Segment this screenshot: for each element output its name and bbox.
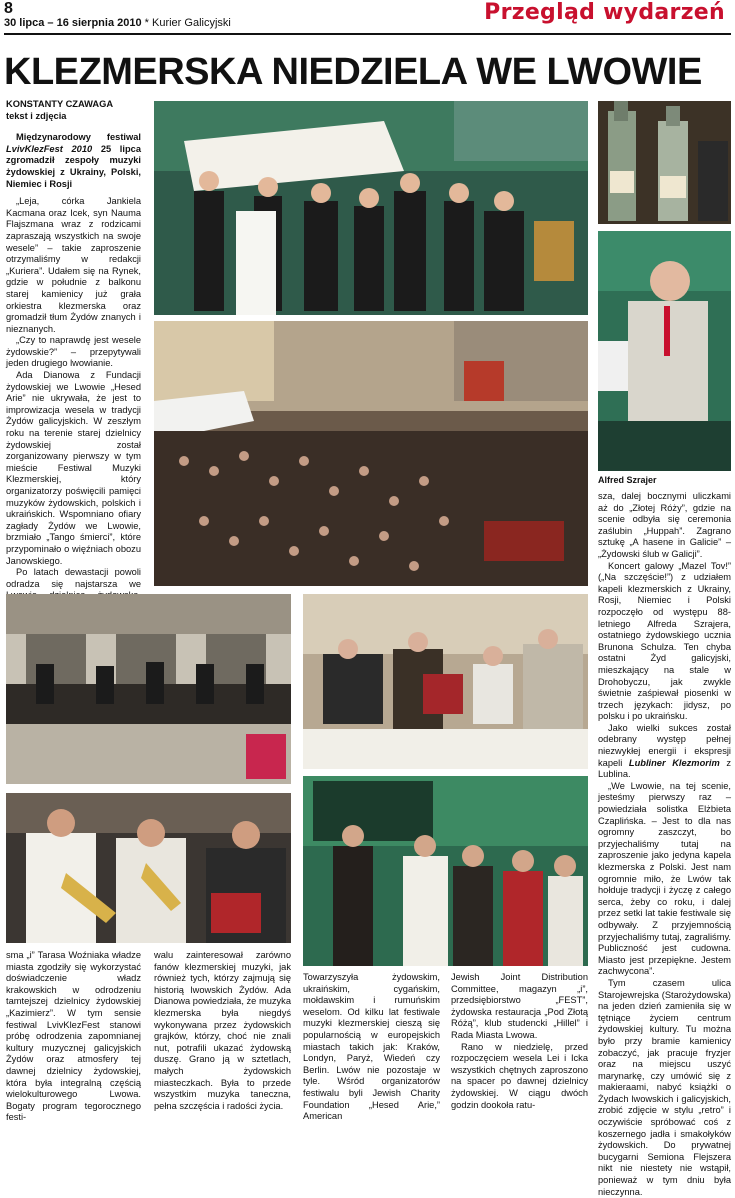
author-name: KONSTANTY CZAWAGA xyxy=(6,99,114,109)
market-square-crowd-photo xyxy=(154,321,588,586)
issue-dates: 30 lipca – 16 sierpnia 2010 xyxy=(4,17,142,29)
article-headline: KLEZMERSKA NIEDZIELA WE LWOWIE xyxy=(4,51,702,93)
paragraph: „Leja, córka Jankiela Kacmana oraz Icek, syn Nauma Flajszmana wraz z rodzicami zapraszają wszystkich na swoje wesele” – takie zaproszenie otrzymaliśmy w redakcji „Kuriera”. Udałem się na Rynek, gdzie w południe z balkonu starej kamienicy już grała orkiestra klezmerska oraz gromadził tłum Żydów znanych i nieznanych. xyxy=(6,196,141,334)
balcony-orchestra-photo xyxy=(6,594,291,784)
paragraph: Tym czasem ulica Starojewrejska (Starożydowska) na jeden dzień zamieniła się w tętniące życiem centrum żydowskiej kultury. Tu można było przy bramie kamienicy zobaczyć, jak pracuje fryzjer oraz na miejscu uszyć marynarkę, czy umówić się z makieraami, nabyć książki o Żydach lwowskich i galicyjskich, zrobić zdjęcie w stylu „retro” i oczywiście spróbować coś z koszernego jadła i smakołyków żydowskich. Do prywatnej bucygarni Semiona Flejszera nikt nie niestety nie wstąpił, ponieważ w tym dniu była nieczynna. xyxy=(598,977,731,1197)
paragraph: walu zainteresował zarówno fanów klezmerskiej muzyki, jak również tych, którzy zajmują się historią lwowskich Żydów. Ada Dianowa powiedziała, że muzyka klezmerska była niegdyś wykonywana przez żydowskich grajków, którzy, choć nie znali nut, potrafili ukazać żydowską duszę. Grano ją w sztetlach, małych żydowskich miasteczkach. Była to przede wszystkim muzyka taneczna, pełna szczęścia i radości życia. xyxy=(154,950,291,1111)
article-column-bottom-3 xyxy=(303,972,440,1122)
bottles-photo xyxy=(598,101,731,224)
author-note: tekst i zdjęcia xyxy=(6,110,67,121)
paragraph: Koncert galowy „Mazel Tov!” („Na szczęście!”) z udziałem kapeli klezmerskich z Ukrainy, Rosji, Niemiec i Polski rozpoczęło od występu 88-letniego Alfreda Szrajera, ostatniego żydowskiego ucznia Brunona Schulza. Ten chyba ostatni Żyd galicyjski, mieszkający na stale w Drohobyczu, jak zwykle świetnie zaśpiewał piosenki w trzech językach: jidysz, po polsku i po ukraińsku. xyxy=(598,560,731,722)
header-divider xyxy=(4,33,731,35)
section-title: Przegląd wydarzeń xyxy=(484,0,725,25)
lead-festival-name: LvivKlezFest 2010 xyxy=(6,143,93,154)
lead-text-a: Międzynarodowy festiwal xyxy=(16,132,141,143)
article-column-bottom-2 xyxy=(154,950,291,1111)
paragraph: Rano w niedzielę, przed rozpoczęciem wesela Lei i Icka wszystkich chętnych zaproszono na spacer po dawnej dzielnicy żydowskiej. W ciągu dwóch godzin dookoła ratu- xyxy=(451,1041,588,1110)
paragraph: sma „i” Tarasa Woźniaka władze miasta zgodziły się wykorzystać doświadczenie władz krakowskich w odrodzeniu tamtejszej dzielnicy żydowskiej „Kazimierz”. W tym sensie festiwal LvivKlezFest stanowi próbę odrodzenia zapomnianej kultury muzycznej galicyjskich Żydów oraz atmosfery tej dawnej dzielnicy żydowskiej, która była integralną częścią wielokulturowego Lwowa. Bogaty program tegorocznego festi- xyxy=(6,950,141,1123)
paragraph: „Czy to naprawdę jest wesele żydowskie?” – przepytywali jeden drugiego lwowianie. xyxy=(6,335,141,369)
paragraph-text: z Lublina. xyxy=(598,757,731,780)
paragraph: sza, dalej bocznymi uliczkami aż do „Złotej Róży”, gdzie na scenie odbyła się ceremonia zaślubin „Huppah”. Zagrano sztukę „A hasene in Galicie” – „Żydowski ślub w Galicji”. xyxy=(598,491,731,559)
page-number: 8 xyxy=(4,0,13,17)
stage-band-photo xyxy=(303,776,588,966)
article-column-bottom-4 xyxy=(451,972,588,1110)
dateline-separator: * xyxy=(141,17,152,29)
brass-musicians-photo xyxy=(6,793,291,943)
dateline xyxy=(4,17,231,29)
paragraph: „We Lwowie, na tej scenie, jesteśmy pierwszy raz – powiedziała solistka Elżbieta Czaplińska. – Jest to dla nas ogromny zaszczyt, bo przyjechaliśmy tutaj na zaproszenie jako jedyna kapela klezmerska z Polski. Jest nam ogromnie miło, że Lwów tak hołduje tradycji i życzę z całego serca, żeby co roku, i dalej przez setki lat takie festiwale się odbywały. Z przyjemnością przyjechaliśmy tutaj, zagraliśmy. Publiczność jest cudowna. Miasto jest przepiękne. Jestem zachwycona”. xyxy=(598,780,731,977)
paragraph xyxy=(598,723,731,781)
wedding-procession-photo xyxy=(154,101,588,315)
singer-photo xyxy=(598,231,731,471)
article-column-bottom-1 xyxy=(6,950,141,1123)
paragraph-text: Jako wielki sukces został odebrany występ pełnej niezwykłej energii i ekspresji kapeli xyxy=(598,722,731,768)
article-column-1 xyxy=(6,99,141,594)
band-name: Lubliner Klezmorim xyxy=(628,757,720,768)
publication-name: Kurier Galicyjski xyxy=(152,17,231,29)
lead-text-b: 25 lipca zgromadził zespoły muzyki żydowskiej z Ukrainy, Polski, Niemiec i Rosji xyxy=(6,143,141,189)
paragraph: Po latach dewastacji powoli odradza się najstarsza we xyxy=(6,567,141,589)
article-lead xyxy=(6,132,141,190)
photo-caption: Alfred Szrajer xyxy=(598,475,657,485)
paragraph: Ada Dianowa z Fundacji żydowskiej we Lwowie „Hesed Arie” nie ukrywała, że jest to improwizacja wesela w tradycji Żydów galicyjskich. W zeszłym roku na terenie starej dzielnicy żydowskiej został zorganizowany pierwszy w tym mieście Festiwal Muzyki Klezmerskiej, który organizatorzy poświęcili pamięci muzyków żydowskich, polskich i ukraińskich. Wspomniano ofiary zagłady Żydów we Lwowie, brzmiało „Tango śmierci”, które przypominało o więźniach obozu Janowskiego. xyxy=(6,370,141,566)
paragraph: Jewish Joint Distribution Committee, magazyn „i”, przedsiębiorstwo „FEST”, żydowska restauracja „Pod Złotą Różą”, klub studencki „Hillel” i Rada Miasta Lwowa. xyxy=(451,972,588,1040)
paragraph: Towarzyszyła żydowskim, ukraińskim, cygańskim, mołdawskim i rumuńskim weselom. Od kilku lat festiwale muzyki klezmerskiej cieszą się popularnością w europejskich miastach takich jak: Kraków, Londyn, Paryż, Wiedeń czy Berlin. Lwów nie pozostaje w tyle. Wśród organizatorów festiwalu byli Jewish Charity Foundation „Hesed Arie,” American xyxy=(303,972,440,1122)
car-musicians-photo xyxy=(303,594,588,769)
article-column-right xyxy=(598,491,731,1197)
